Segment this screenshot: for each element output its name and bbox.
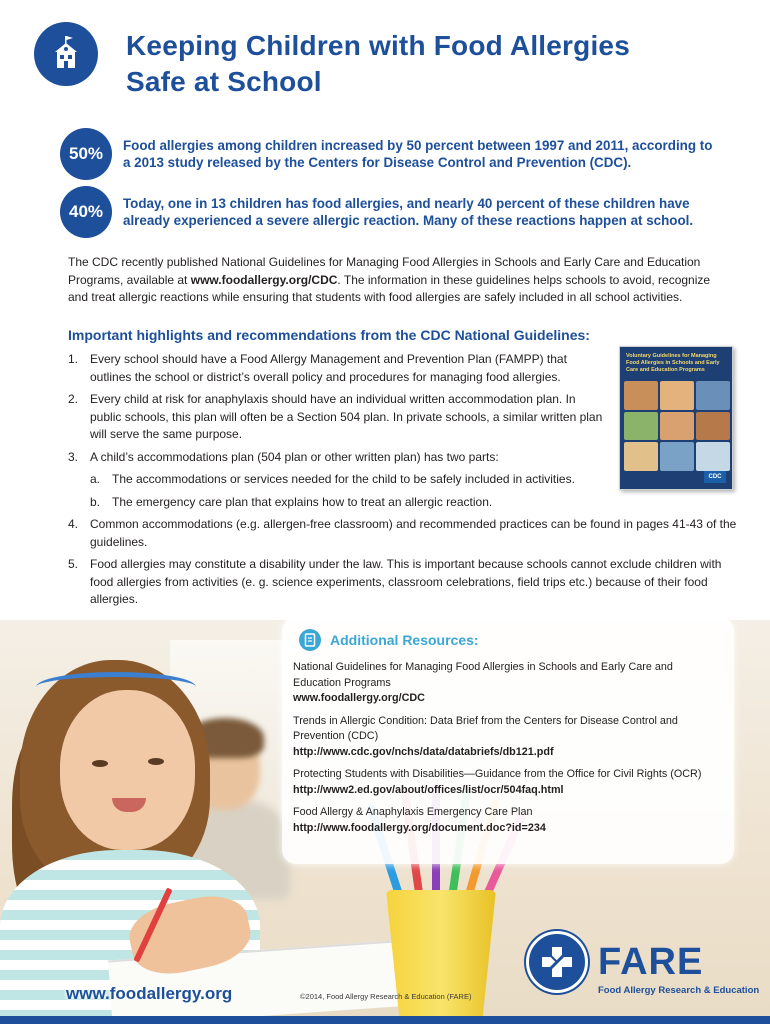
list-number: 1. bbox=[68, 352, 79, 366]
list-number: 5. bbox=[68, 557, 79, 571]
resource-item bbox=[293, 660, 722, 707]
resource-link[interactable]: http://www2.ed.gov/about/offices/list/ocr/504faq.html bbox=[293, 783, 564, 796]
sub-list-letter: b. bbox=[90, 494, 101, 509]
list-text: Common accommodations (e.g. allergen-free classroom) and recommended practices can be found in pages 41-43 of the guidelines. bbox=[90, 517, 737, 549]
list-item bbox=[68, 516, 748, 551]
list-text: Food allergies may constitute a disability under the law. This is important because schools cannot exclude children with food allergies from activities (e. g. science experiments, classroom celebrations, field trips etc.) because of their food allergies. bbox=[90, 557, 722, 606]
sub-list-item bbox=[90, 494, 748, 512]
copyright-notice: ©2014, Food Allergy Research & Education (FARE) bbox=[300, 992, 472, 1001]
sub-list-letter: a. bbox=[90, 472, 101, 486]
fare-logo-icon bbox=[526, 931, 588, 993]
list-text: Every child at risk for anaphylaxis should have an individual written accommodation plan. In public schools, this plan will often be a Section 504 plan. In private schools, a similar written plan will serve the same purpose. bbox=[90, 392, 603, 441]
stat-40-percent bbox=[60, 186, 720, 238]
cover-title: Voluntary Guidelines for Managing Food Allergies in Schools and Early Care and Education Programs bbox=[626, 353, 720, 373]
title-line-1: Keeping Children with Food Allergies bbox=[126, 30, 630, 61]
document-icon bbox=[299, 629, 321, 651]
sub-list-text: The accommodations or services needed for the child to be safely included in activities. bbox=[112, 472, 575, 486]
fare-wordmark: FARE bbox=[598, 941, 704, 983]
sub-list-text: The emergency care plan that explains how to treat an allergic reaction. bbox=[112, 494, 493, 509]
stat-badge: 40% bbox=[60, 186, 112, 238]
list-number: 2. bbox=[68, 392, 79, 406]
resource-text: National Guidelines for Managing Food Allergies in Schools and Early Care and Education Programs bbox=[293, 661, 673, 689]
list-item bbox=[68, 556, 748, 609]
resource-text: Food Allergy & Anaphylaxis Emergency Care Plan bbox=[293, 806, 533, 818]
list-number: 3. bbox=[68, 449, 79, 464]
resource-link[interactable]: http://www.cdc.gov/nchs/data/databriefs/db121.pdf bbox=[293, 745, 554, 758]
list-text: Every school should have a Food Allergy Management and Prevention Plan (FAMPP) that outlines the school or district’s overall policy and procedures for managing food allergies. bbox=[90, 352, 567, 384]
footer-bar bbox=[0, 1016, 770, 1024]
resources-title: Additional Resources: bbox=[330, 632, 479, 648]
intro-text-before: The CDC recently published National Guidelines for Managing Food Allergies in Schools and Early Care and Education Programs, available at bbox=[68, 255, 701, 287]
intro-link[interactable]: www.foodallergy.org/CDC bbox=[190, 272, 338, 287]
resource-text: Protecting Students with Disabilities—Guidance from the Office for Civil Rights (OCR) bbox=[293, 768, 702, 780]
resource-link[interactable]: www.foodallergy.org/CDC bbox=[293, 692, 425, 704]
stat-50-percent bbox=[60, 128, 720, 180]
resource-item bbox=[293, 805, 722, 836]
highlights-heading: Important highlights and recommendations from the CDC National Guidelines: bbox=[68, 327, 590, 343]
cdc-logo: CDC bbox=[704, 471, 726, 483]
intro-paragraph bbox=[68, 254, 732, 307]
stat-text: Today, one in 13 children has food allergies, and nearly 40 percent of these children have already experienced a severe allergic reaction. Many of these reactions happen at school. bbox=[123, 196, 694, 228]
intro-text-after: . The information in these guidelines helps schools to avoid, recognize and treat allergic reactions while ensuring that students with food allergies are safely included in all school activities. bbox=[68, 272, 711, 304]
cdc-guidelines-cover-image bbox=[619, 346, 733, 490]
resource-item bbox=[293, 714, 722, 761]
resources-header bbox=[299, 629, 722, 651]
list-text: A child’s accommodations plan (504 plan or other written plan) has two parts: bbox=[90, 449, 499, 464]
fare-tagline: Food Allergy Research & Education bbox=[598, 985, 760, 996]
footer-website-link[interactable]: www.foodallergy.org bbox=[66, 984, 233, 1003]
stat-text: Food allergies among children increased by 50 percent between 1997 and 2011, according to a 2013 study released by the Centers for Disease Control and Prevention (CDC). bbox=[123, 138, 713, 170]
resource-link[interactable]: http://www.foodallergy.org/document.doc?id=234 bbox=[293, 821, 546, 834]
title-line-2: Safe at School bbox=[126, 66, 322, 97]
page-title bbox=[126, 28, 630, 100]
cover-photo-collage bbox=[624, 381, 730, 471]
resource-item bbox=[293, 767, 722, 798]
school-house-icon bbox=[34, 22, 98, 86]
stat-badge: 50% bbox=[60, 128, 112, 180]
additional-resources-panel bbox=[282, 617, 734, 864]
resource-text: Trends in Allergic Condition: Data Brief from the Centers for Disease Control and Prevention (CDC) bbox=[293, 714, 678, 742]
list-number: 4. bbox=[68, 517, 79, 531]
